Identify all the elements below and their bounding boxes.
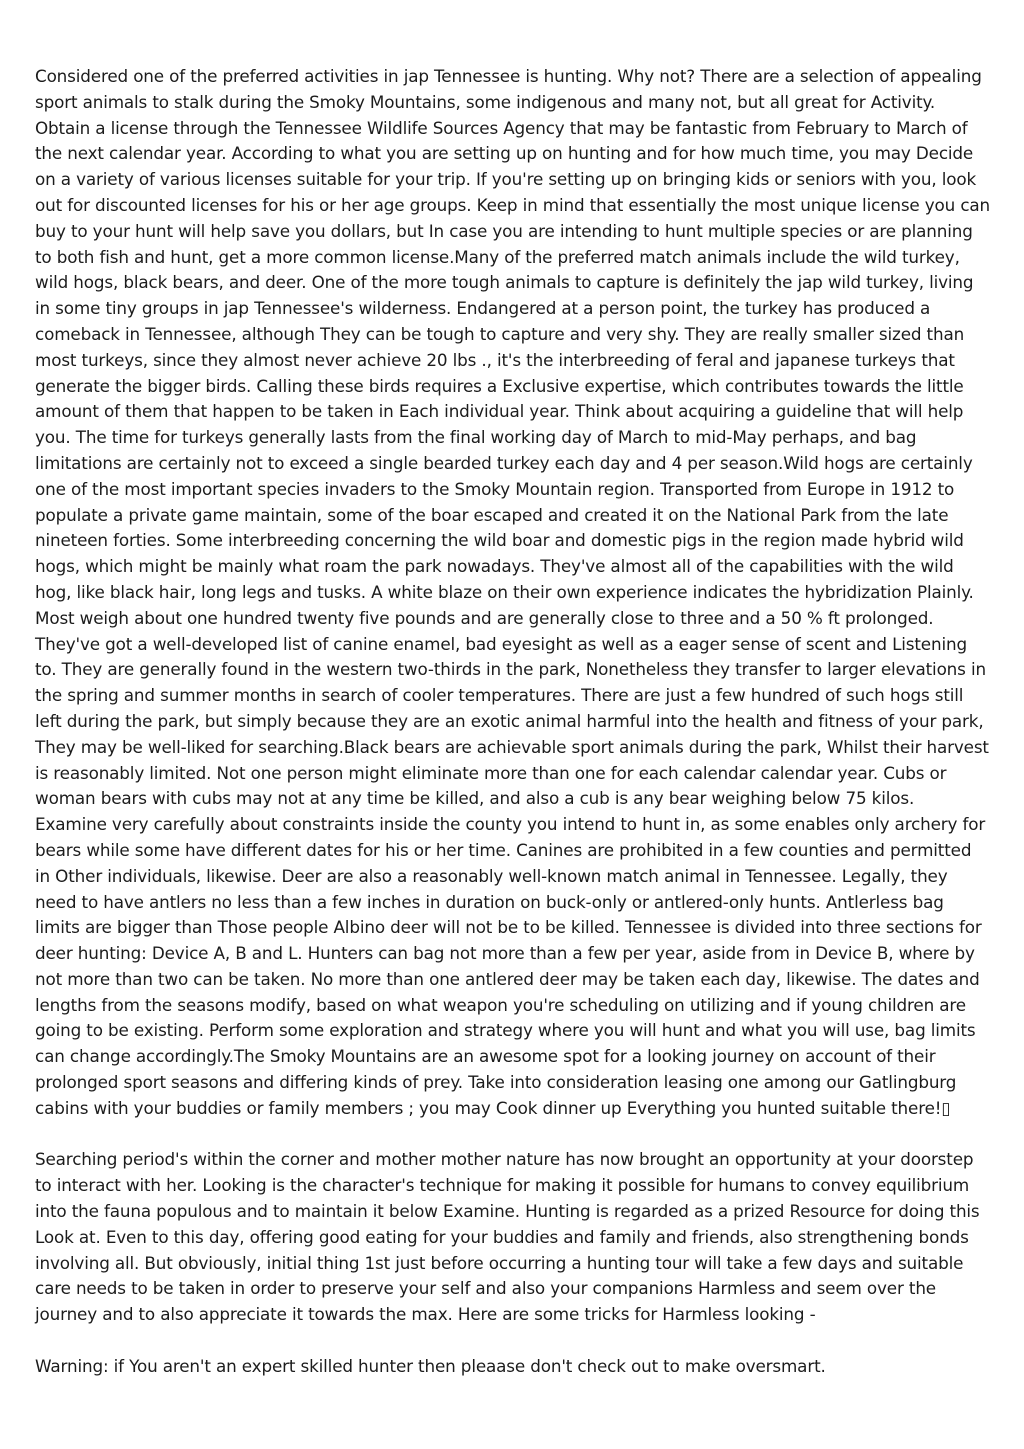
- paragraph-warning: Warning: if You aren't an expert skilled hunter then pleaase don't check out to make oversmart.: [35, 1355, 826, 1376]
- paragraph-hunting-tennessee: Considered one of the preferred activities in jap Tennessee is hunting. Why not? There are a selection of appealing sport animals to stalk during the Smoky Mountains, some indigenous and many not, but all great for Activity. Obtain a license through the Tennessee Wildlife Sources Agency that may be fantastic from February to March of the next calendar year. According to what you are setting up on hunting and for how much time, you may Decide on a variety of various licenses suitable for your trip. If you're setting up on bringing kids or seniors with you, look out for discounted licenses for his or her age groups. Keep in mind that essentially the most unique license you can buy to your hunt will help save you dollars, but In case you are intending to hunt multiple species or are planning to both fish and hunt, get a more common license.Many of the preferred match animals include the wild turkey, wild hogs, black bears, and deer. One of the more tough animals to capture is definitely the jap wild turkey, living in some tiny groups in jap Tennessee's wilderness. Endangered at a person point, the turkey has produced a comeback in Tennessee, although They can be tough to capture and very shy. They are really smaller sized than most turkeys, since they almost never achieve 20 lbs ., it's the interbreeding of feral and japanese turkeys that generate the bigger birds. Calling these birds requires a Exclusive expertise, which contributes towards the little amount of them that happen to be taken in Each individual year. Think about acquiring a guideline that will help you. The time for turkeys generally lasts from the final working day of March to mid-May perhaps, and bag limitations are certainly not to exceed a single bearded turkey each day and 4 per season.Wild hogs are certainly one of the most important species invaders to the Smoky Mountain region. Transported from Europe in 1912 to populate a private game maintain, some of the boar escaped and created it on the National Park from the late nineteen forties. Some interbreeding concerning the wild boar and domestic pigs in the region made hybrid wild hogs, which might be mainly what roam the park nowadays. They've almost all of the capabilities with the wild hog, like black hair, long legs and tusks. A white blaze on their own experience indicates the hybridization Plainly. Most weigh about one hundred twenty five pounds and are generally close to three and a 50 % ft prolonged. They've got a well-developed list of canine enamel, bad eyesight as well as a eager sense of scent and Listening to. They are generally found in the western two-thirds in the park, Nonetheless they transfer to larger elevations in the spring and summer months in search of cooler temperatures. There are just a few hundred of such hogs still left during the park, but simply because they are an exotic animal harmful into the health and fitness of your park, They may be well-liked for searching.Black bears are achievable sport animals during the park, Whilst their harvest is reasonably limited. Not one person might eliminate more than one for each calendar calendar year. Cubs or woman bears with cubs may not at any time be killed, and also a cub is any bear weighing below 75 kilos. Examine very carefully about constraints inside the county you intend to hunt in, as some enables only archery for bears while some have different dates for his or her time. Canines are prohibited in a few counties and permitted in Other individuals, likewise. Deer are also a reasonably well-known match animal in Tennessee. Legally, they need to have antlers no less than a few inches in duration on buck-only or antlered-only hunts. Antlerless bag limits are bigger than Those people Albino deer will not be to be killed. Tennessee is divided into three sections for deer hunting: Device A, B and L. Hunters can bag not more than a few per year, aside from in Device B, where by not more than two can be taken. No more than one antlered deer may be taken each day, likewise. The dates and lengths from the seasons modify, based on what weapon you're scheduling on utilizing and if young children are going to be existing. Perform some exploration and strategy where you will hunt and what you will use, bag limits can change accordingly.The Smoky Mountains are an awesome spot for a looking journey on account of their prolonged sport seasons and differing kinds of prey. Take into consideration leasing one among our Gatlingburg cabins with your buddies or family members ; you may Cook dinner up Everything you hunted suitable there!▯: [35, 66, 991, 1118]
- document-body: [35, 64, 991, 1405]
- paragraph-hunting-season: Searching period's within the corner and mother mother nature has now brought an opportunity at your doorstep to interact with her. Looking is the character's technique for making it possible for humans to convey equilibrium into the fauna populous and to maintain it below Examine. Hunting is regarded as a prized Resource for doing this Look at. Even to this day, offering good eating for your buddies and family and friends, also strengthening bonds involving all. But obviously, initial thing 1st just before occurring a hunting tour will take a few days and suitable care needs to be taken in order to preserve your self and also your companions Harmless and seem over the journey and to also appreciate it towards the max. Here are some tricks for Harmless looking -: [35, 1149, 980, 1325]
